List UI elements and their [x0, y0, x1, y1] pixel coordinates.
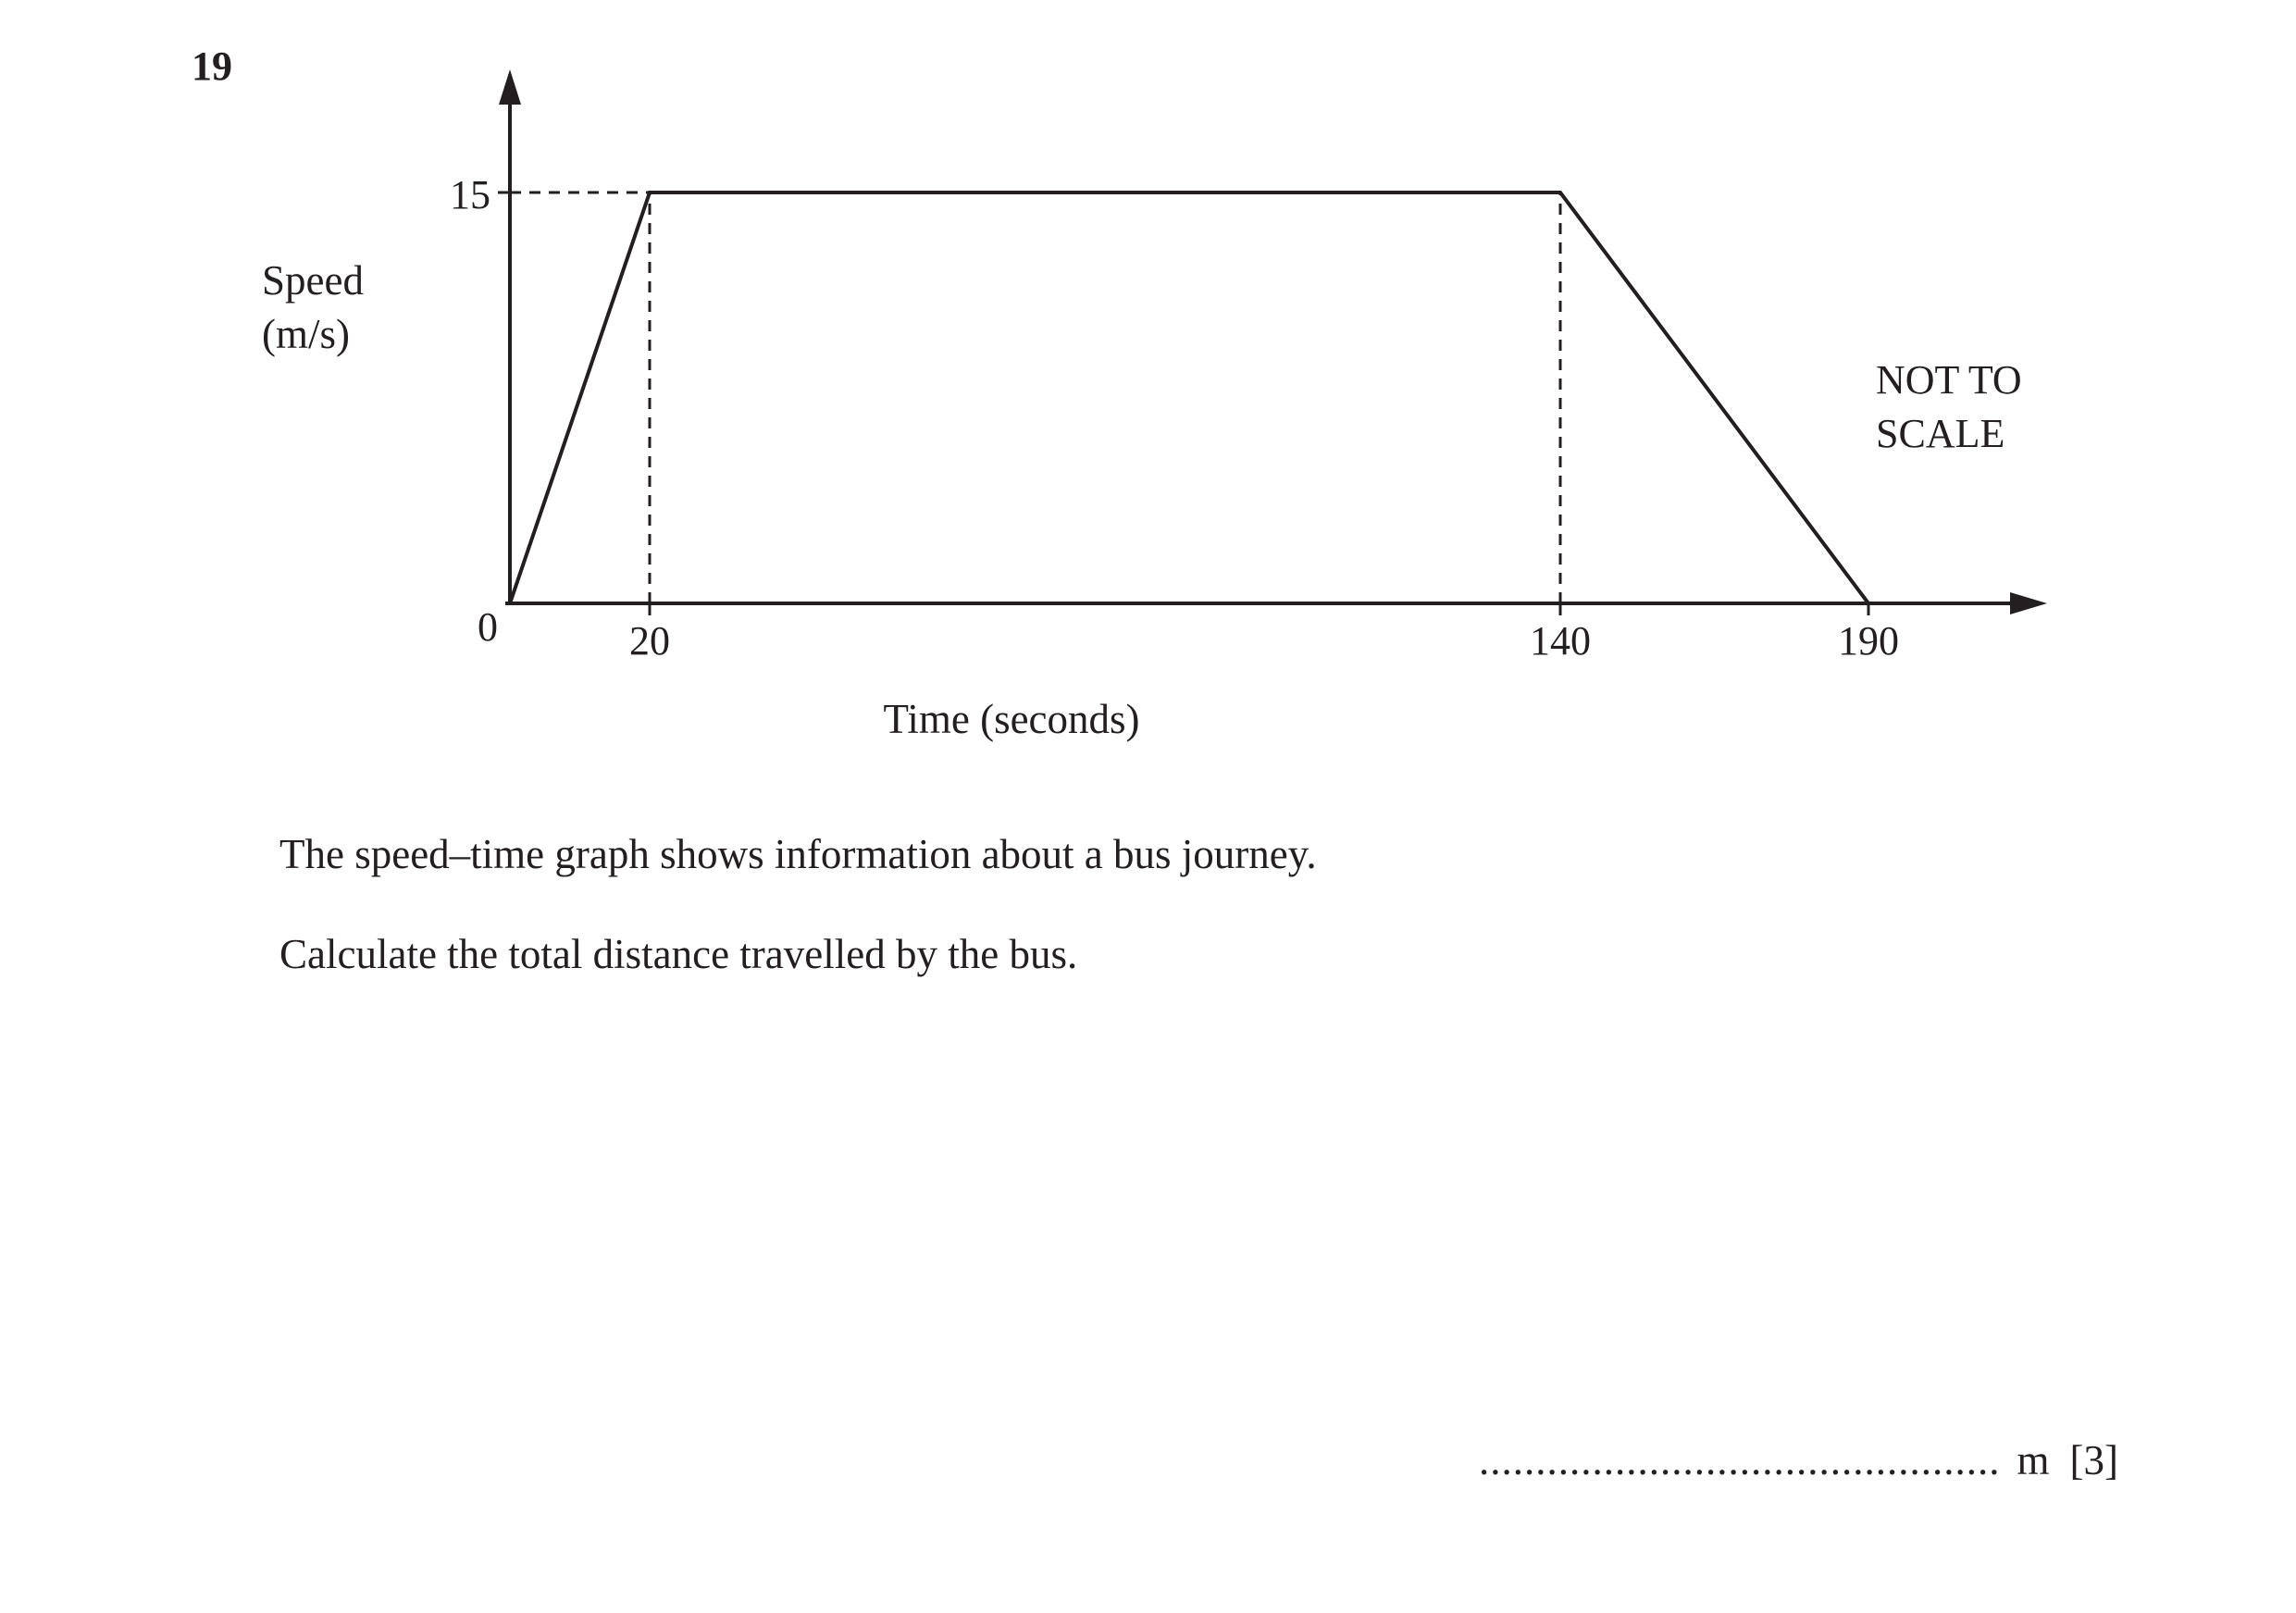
x-tick-label-190: 190	[1838, 618, 1899, 664]
y-axis-label-line2: (m/s)	[262, 311, 350, 357]
question-stem-line1: The speed–time graph shows information about a bus journey.	[279, 831, 1317, 877]
x-tick-label-140: 140	[1530, 618, 1591, 664]
answer-line	[1479, 1436, 2118, 1484]
question-number: 19	[192, 43, 232, 89]
y-tick-label-15: 15	[450, 172, 490, 217]
marks-allocation: [3]	[2069, 1437, 2118, 1483]
not-to-scale-line2: SCALE	[1876, 411, 2005, 456]
answer-unit: m	[2017, 1437, 2050, 1483]
y-axis-label-line1: Speed	[262, 257, 364, 304]
speed-time-graph	[0, 0, 2296, 759]
y-axis-arrowhead	[499, 69, 521, 105]
origin-label: 0	[478, 604, 498, 650]
not-to-scale-line1: NOT TO	[1876, 357, 2022, 403]
answer-dots[interactable]: ..............................................	[1479, 1437, 2001, 1483]
x-axis-label: Time (seconds)	[883, 696, 1140, 742]
question-stem-line2: Calculate the total distance travelled by the bus.	[279, 931, 1078, 977]
speed-line	[510, 192, 1868, 603]
x-tick-label-20: 20	[629, 618, 670, 664]
series	[510, 192, 1868, 603]
x-axis-arrowhead	[2010, 592, 2047, 614]
dashed-guides	[510, 192, 1560, 603]
